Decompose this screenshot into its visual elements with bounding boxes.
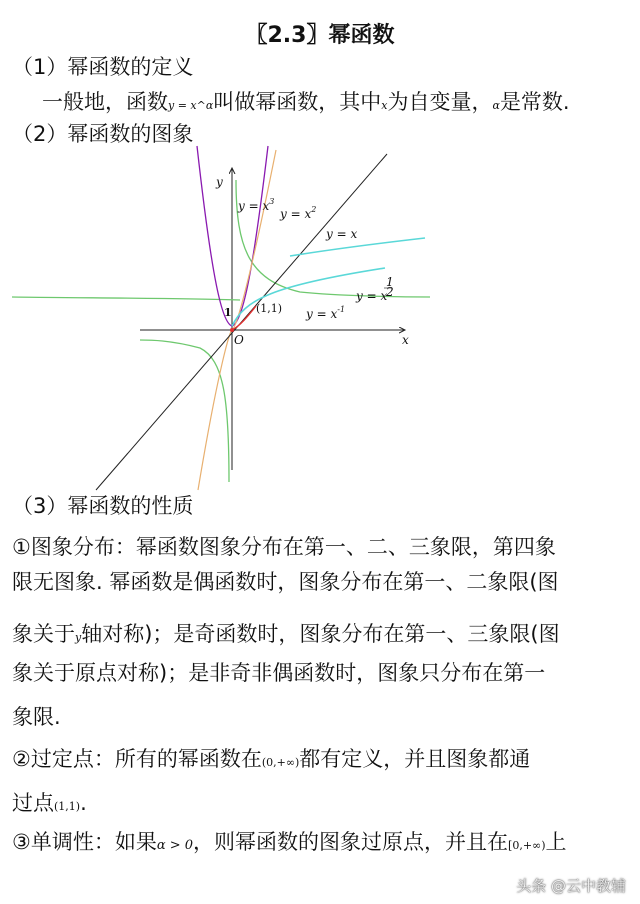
watermark: 头条 @云中教辅 (516, 877, 626, 895)
p3-text-b: ，则幂函数的图象过原点，并且在 (193, 830, 509, 854)
y-axis-label: y (216, 175, 223, 189)
label-cube: $y = x^3$ (238, 197, 275, 213)
page-title: 〖2.3〗幂函数 (245, 23, 395, 48)
definition-var-x: x (381, 99, 388, 112)
definition-text-4: 是常数. (499, 90, 570, 114)
p3-condition: α > 0 (156, 838, 194, 853)
property-1-line-5: 象限. (12, 705, 61, 729)
p2-l2-text-a: 过点 (12, 791, 54, 815)
origin-label: O (234, 333, 244, 347)
sqrt-exp-den: 2 (386, 285, 394, 299)
p3-text-c: 上 (545, 830, 567, 854)
label-inverse: $y = x^{-1}$ (306, 305, 346, 321)
one-label: 1 (224, 306, 232, 319)
p2-point: (1,1) (54, 800, 81, 813)
p3-interval: [0,+∞) (508, 839, 546, 852)
curve-inverse-q3 (140, 340, 229, 482)
power-function-graph (0, 140, 640, 492)
label-sqrt: y = x (356, 289, 388, 303)
section-3-heading: （3）幂函数的性质 (12, 494, 194, 518)
definition-text-3: 为自变量， (387, 90, 493, 114)
property-1-line-2: 限无图象. 幂函数是偶函数时，图象分布在第一、二象限(图 (12, 570, 559, 594)
definition-text-1: 一般地，函数 (42, 90, 168, 114)
p1-l3-var-y: y (75, 631, 82, 644)
definition-alpha: α (492, 99, 500, 112)
curve-inverse-q1 (12, 297, 240, 300)
p2-l2-text-b: . (80, 791, 87, 815)
point-label: (1,1) (256, 302, 283, 315)
property-1-line-3 (12, 621, 560, 651)
section-2-heading: （2）幂函数的图象 (12, 122, 194, 146)
property-1-line-1: ①图象分布：幂函数图象分布在第一、二、三象限，第四象 (12, 535, 556, 559)
section-1-heading: （1）幂函数的定义 (12, 55, 194, 79)
property-2-line-1 (12, 746, 530, 776)
property-1-line-4: 象关于原点对称)；是非奇非偶函数时，图象只分布在第一 (12, 661, 546, 685)
p2-domain: (0,+∞) (261, 756, 300, 769)
p2-l1-text-b: 都有定义，并且图象都通 (299, 747, 531, 771)
p1-l3-text-b: 轴对称)；是奇函数时，图象分布在第一、三象限(图 (81, 622, 560, 646)
p2-l1-text-a: ②过定点：所有的幂函数在 (12, 747, 262, 771)
definition-text-2: 叫做幂函数，其中 (213, 90, 382, 114)
property-2-line-2 (12, 790, 87, 820)
x-axis-label: x (402, 333, 409, 347)
label-square: $y = x^2$ (280, 205, 317, 221)
property-3-line-1 (12, 829, 567, 859)
origin-point (230, 328, 234, 332)
curve-sqrt-upper (290, 238, 425, 256)
definition-paragraph (42, 89, 570, 119)
sqrt-exp-num: 1 (386, 275, 394, 289)
label-identity: y = x (326, 227, 358, 241)
p3-text-a: ③单调性：如果 (12, 830, 157, 854)
definition-formula: y = x^α (168, 99, 214, 112)
p1-l3-text-a: 象关于 (12, 622, 75, 646)
